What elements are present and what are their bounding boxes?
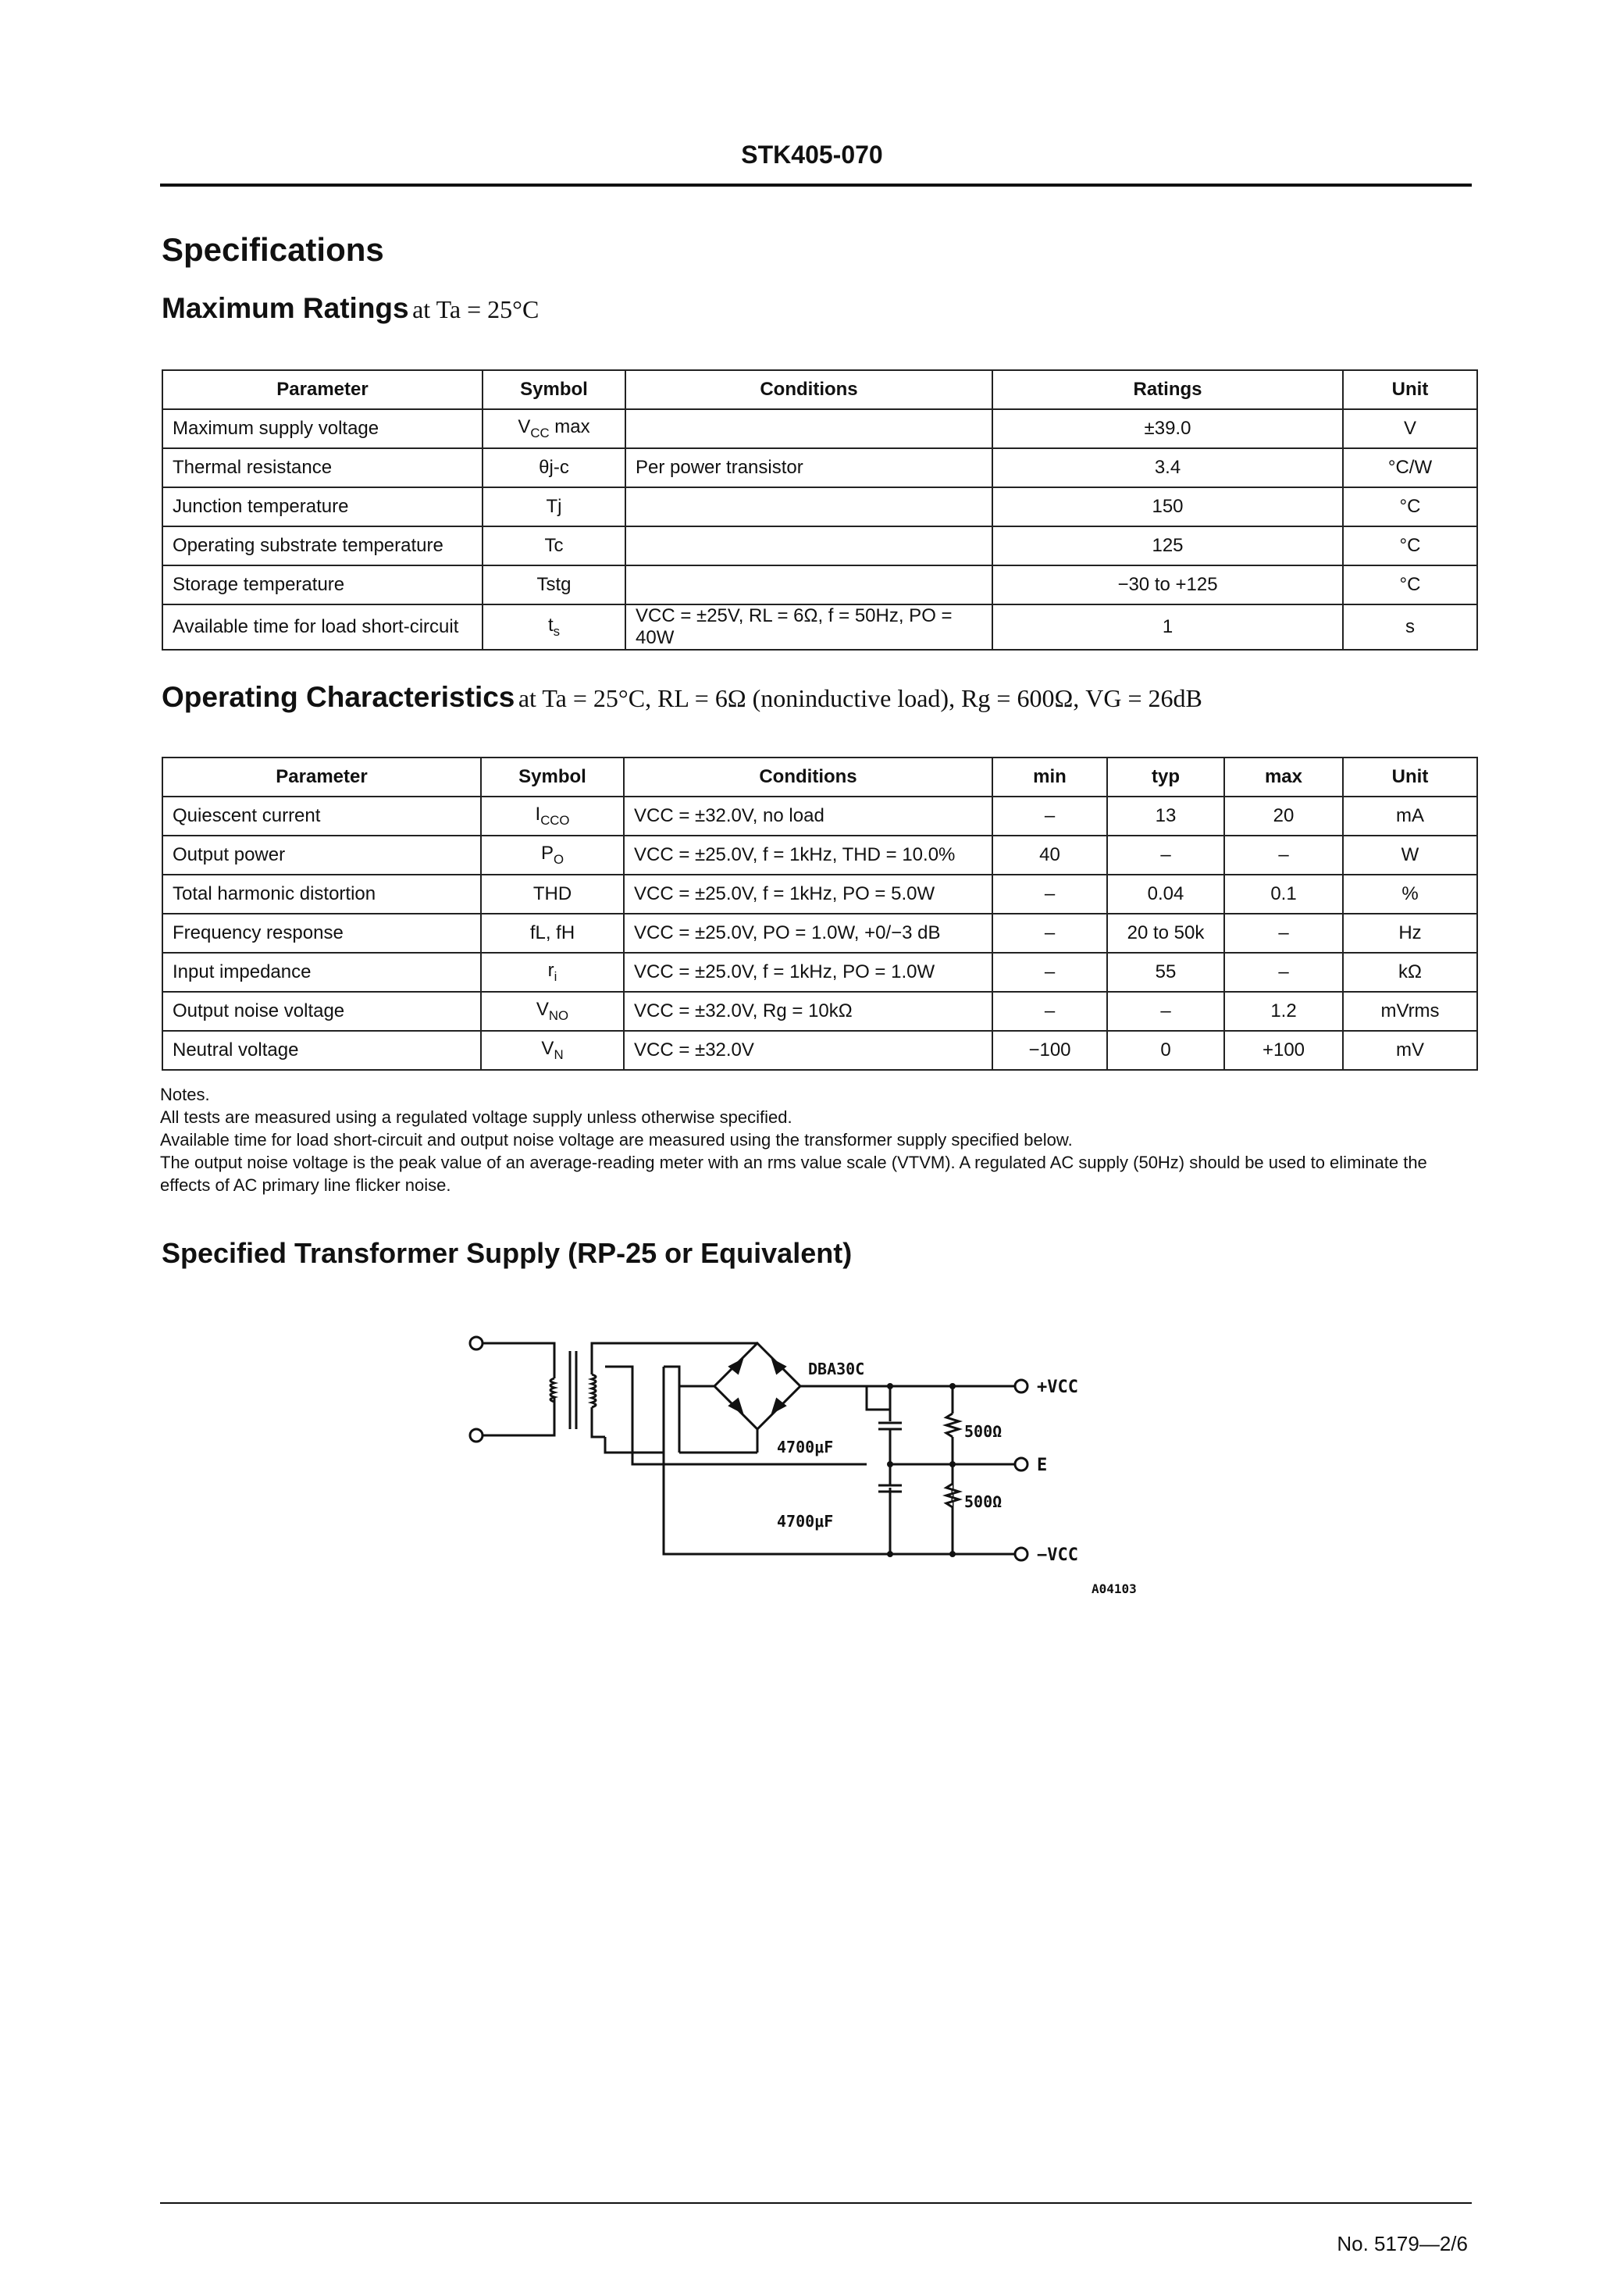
positive-supply-label: +VCC xyxy=(1037,1378,1078,1397)
unit-cell: °C xyxy=(1343,526,1477,565)
symbol-cell xyxy=(483,604,625,650)
symbol-cell xyxy=(481,914,624,953)
operating-header-row xyxy=(162,758,1477,797)
page-number: No. 5179—2/6 xyxy=(1337,2232,1468,2255)
symbol-main: θj-c xyxy=(539,457,569,478)
max-cell: 1.2 xyxy=(1224,992,1343,1031)
min-cell: – xyxy=(992,953,1107,992)
conditions-cell: VCC = ±25.0V, f = 1kHz, PO = 5.0W xyxy=(624,875,992,914)
symbol-suffix: max xyxy=(549,416,590,438)
transformer-supply-heading: Specified Transformer Supply (RP-25 or Equivalent) xyxy=(162,1237,853,1269)
conditions-cell: VCC = ±32.0V xyxy=(624,1031,992,1070)
column-header: Symbol xyxy=(481,758,624,797)
parameter-cell: Quiescent current xyxy=(162,797,481,836)
table-row xyxy=(162,992,1477,1031)
junction-dot xyxy=(887,1383,893,1389)
note-line: Available time for load short-circuit and output noise voltage are measured using the transformer supply specified below. xyxy=(160,1130,1073,1150)
symbol-subscript: O xyxy=(553,851,564,867)
primary-coil-icon xyxy=(550,1378,554,1402)
operating-characteristics-table xyxy=(162,757,1478,1071)
min-cell: −100 xyxy=(992,1031,1107,1070)
table-row xyxy=(162,914,1477,953)
symbol-main: Tc xyxy=(544,535,564,556)
symbol-main: r xyxy=(547,960,554,982)
min-cell: – xyxy=(992,914,1107,953)
document-header-title: STK405-070 xyxy=(741,141,883,169)
symbol-subscript: NO xyxy=(548,1007,569,1023)
symbol-cell xyxy=(483,487,625,526)
unit-cell: Hz xyxy=(1343,914,1477,953)
note-line: All tests are measured using a regulated voltage supply unless otherwise specified. xyxy=(160,1107,792,1127)
ground-label: E xyxy=(1037,1456,1048,1475)
symbol-cell xyxy=(481,875,624,914)
unit-cell: V xyxy=(1343,409,1477,448)
min-cell: – xyxy=(992,992,1107,1031)
max-cell: 0.1 xyxy=(1224,875,1343,914)
junction-dot xyxy=(887,1551,893,1557)
notes-heading: Notes. xyxy=(160,1085,210,1104)
max-ratings-condition: at Ta = 25°C xyxy=(412,295,540,323)
symbol-subscript: i xyxy=(554,968,557,984)
symbol-subscript: CC xyxy=(530,425,550,440)
parameter-cell: Neutral voltage xyxy=(162,1031,481,1070)
parameter-cell: Thermal resistance xyxy=(162,448,483,487)
negative-supply-label: −VCC xyxy=(1037,1545,1078,1565)
min-cell: 40 xyxy=(992,836,1107,875)
table-row xyxy=(162,409,1477,448)
conditions-cell: VCC = ±32.0V, Rg = 10kΩ xyxy=(624,992,992,1031)
unit-cell: % xyxy=(1343,875,1477,914)
symbol-main: I xyxy=(535,804,541,825)
column-header: Parameter xyxy=(162,758,481,797)
column-header: Parameter xyxy=(162,370,483,409)
conditions-cell: VCC = ±25V, RL = 6Ω, f = 50Hz, PO = 40W xyxy=(625,604,992,650)
table-row xyxy=(162,797,1477,836)
note-line: The output noise voltage is the peak value of an average-reading meter with an rms value scale (VTVM). A regulated AC supply (50Hz) should be used to eliminate the xyxy=(160,1153,1427,1172)
max-cell: – xyxy=(1224,953,1343,992)
symbol-main: V xyxy=(541,1038,554,1060)
resistor-2-label: 500Ω xyxy=(964,1492,1003,1511)
output-terminal-negative xyxy=(1015,1548,1027,1560)
unit-cell: s xyxy=(1343,604,1477,650)
rating-cell: 1 xyxy=(992,604,1343,650)
typ-cell: 55 xyxy=(1107,953,1224,992)
table-row xyxy=(162,565,1477,604)
symbol-cell xyxy=(483,409,625,448)
table-row xyxy=(162,836,1477,875)
conditions-cell: Per power transistor xyxy=(625,448,992,487)
table-row xyxy=(162,487,1477,526)
bridge-label: DBA30C xyxy=(808,1360,865,1378)
unit-cell: °C xyxy=(1343,565,1477,604)
notes-section xyxy=(160,1083,1472,1196)
resistor-1-icon xyxy=(946,1414,959,1437)
parameter-cell: Input impedance xyxy=(162,953,481,992)
symbol-cell xyxy=(483,565,625,604)
column-header: typ xyxy=(1107,758,1224,797)
unit-cell: W xyxy=(1343,836,1477,875)
typ-cell: – xyxy=(1107,836,1224,875)
junction-dot xyxy=(949,1461,956,1467)
max-ratings-title: Maximum Ratings xyxy=(162,292,409,324)
conditions-cell xyxy=(625,565,992,604)
unit-cell: mVrms xyxy=(1343,992,1477,1031)
conditions-cell xyxy=(625,526,992,565)
table-row xyxy=(162,448,1477,487)
capacitor-2-icon xyxy=(878,1464,902,1554)
parameter-cell: Total harmonic distortion xyxy=(162,875,481,914)
table-row xyxy=(162,953,1477,992)
conditions-cell: VCC = ±25.0V, PO = 1.0W, +0/−3 dB xyxy=(624,914,992,953)
typ-cell: – xyxy=(1107,992,1224,1031)
symbol-cell xyxy=(483,448,625,487)
bridge-rectifier-icon xyxy=(679,1343,867,1429)
max-cell: – xyxy=(1224,836,1343,875)
parameter-cell: Maximum supply voltage xyxy=(162,409,483,448)
column-header: Conditions xyxy=(624,758,992,797)
symbol-subscript: s xyxy=(553,623,561,639)
symbol-cell xyxy=(481,953,624,992)
max-ratings-header-row xyxy=(162,370,1477,409)
symbol-cell xyxy=(481,836,624,875)
column-header: Unit xyxy=(1343,758,1477,797)
column-header: min xyxy=(992,758,1107,797)
parameter-cell: Output noise voltage xyxy=(162,992,481,1031)
symbol-main: V xyxy=(518,416,531,438)
capacitor-1-icon xyxy=(878,1423,902,1464)
footer-rule xyxy=(160,2202,1472,2204)
symbol-subscript: CCO xyxy=(540,812,570,828)
symbol-cell xyxy=(483,526,625,565)
table-row xyxy=(162,1031,1477,1070)
unit-cell: mV xyxy=(1343,1031,1477,1070)
symbol-main: fL, fH xyxy=(529,922,575,943)
symbol-main: Tstg xyxy=(536,574,572,595)
rating-cell: −30 to +125 xyxy=(992,565,1343,604)
symbol-subscript: N xyxy=(554,1046,564,1062)
rating-cell: 150 xyxy=(992,487,1343,526)
junction-dot xyxy=(949,1551,956,1557)
unit-cell: mA xyxy=(1343,797,1477,836)
secondary-coil-icon xyxy=(592,1374,596,1407)
table-row xyxy=(162,526,1477,565)
resistor-2-icon xyxy=(946,1484,959,1507)
note-line: effects of AC primary line flicker noise. xyxy=(160,1175,451,1195)
typ-cell: 20 to 50k xyxy=(1107,914,1224,953)
symbol-cell xyxy=(481,992,624,1031)
unit-cell: °C/W xyxy=(1343,448,1477,487)
specifications-heading: Specifications xyxy=(162,231,384,268)
min-cell: – xyxy=(992,875,1107,914)
header-rule xyxy=(160,184,1472,187)
conditions-cell xyxy=(625,409,992,448)
operating-title: Operating Characteristics xyxy=(162,681,515,713)
conditions-cell: VCC = ±25.0V, f = 1kHz, PO = 1.0W xyxy=(624,953,992,992)
column-header: Symbol xyxy=(483,370,625,409)
unit-cell: kΩ xyxy=(1343,953,1477,992)
parameter-cell: Operating substrate temperature xyxy=(162,526,483,565)
resistor-1-label: 500Ω xyxy=(964,1422,1003,1441)
capacitor-2-label: 4700μF xyxy=(777,1512,834,1531)
max-cell: 20 xyxy=(1224,797,1343,836)
output-terminal-ground xyxy=(1015,1458,1027,1471)
parameter-cell: Junction temperature xyxy=(162,487,483,526)
parameter-cell: Frequency response xyxy=(162,914,481,953)
input-terminal-top xyxy=(470,1337,483,1349)
table-row xyxy=(162,604,1477,650)
transformer-supply-schematic xyxy=(453,1320,1202,1609)
min-cell: – xyxy=(992,797,1107,836)
typ-cell: 0 xyxy=(1107,1031,1224,1070)
conditions-cell: VCC = ±32.0V, no load xyxy=(624,797,992,836)
operating-heading xyxy=(162,681,1202,714)
rating-cell: ±39.0 xyxy=(992,409,1343,448)
symbol-main: V xyxy=(536,999,549,1021)
output-terminal-positive xyxy=(1015,1380,1027,1392)
conditions-cell: VCC = ±25.0V, f = 1kHz, THD = 10.0% xyxy=(624,836,992,875)
capacitor-1-label: 4700μF xyxy=(777,1438,834,1456)
symbol-cell xyxy=(481,1031,624,1070)
junction-dot xyxy=(887,1461,893,1467)
typ-cell: 0.04 xyxy=(1107,875,1224,914)
operating-condition: at Ta = 25°C, RL = 6Ω (noninductive load), Rg = 600Ω, VG = 26dB xyxy=(518,684,1202,712)
column-header: Conditions xyxy=(625,370,992,409)
parameter-cell: Available time for load short-circuit xyxy=(162,604,483,650)
input-terminal-bottom xyxy=(470,1429,483,1442)
junction-dot xyxy=(949,1383,956,1389)
rating-cell: 3.4 xyxy=(992,448,1343,487)
parameter-cell: Storage temperature xyxy=(162,565,483,604)
column-header: Ratings xyxy=(992,370,1343,409)
column-header: max xyxy=(1224,758,1343,797)
figure-code: A04103 xyxy=(1092,1581,1137,1596)
typ-cell: 13 xyxy=(1107,797,1224,836)
conditions-cell xyxy=(625,487,992,526)
rating-cell: 125 xyxy=(992,526,1343,565)
max-ratings-heading xyxy=(162,292,539,325)
symbol-main: THD xyxy=(532,883,572,904)
symbol-main: t xyxy=(547,615,554,636)
max-cell: – xyxy=(1224,914,1343,953)
symbol-main: Tj xyxy=(546,496,562,517)
max-ratings-table xyxy=(162,369,1478,651)
parameter-cell: Output power xyxy=(162,836,481,875)
unit-cell: °C xyxy=(1343,487,1477,526)
table-row xyxy=(162,875,1477,914)
symbol-main: P xyxy=(540,843,554,864)
column-header: Unit xyxy=(1343,370,1477,409)
max-cell: +100 xyxy=(1224,1031,1343,1070)
symbol-cell xyxy=(481,797,624,836)
